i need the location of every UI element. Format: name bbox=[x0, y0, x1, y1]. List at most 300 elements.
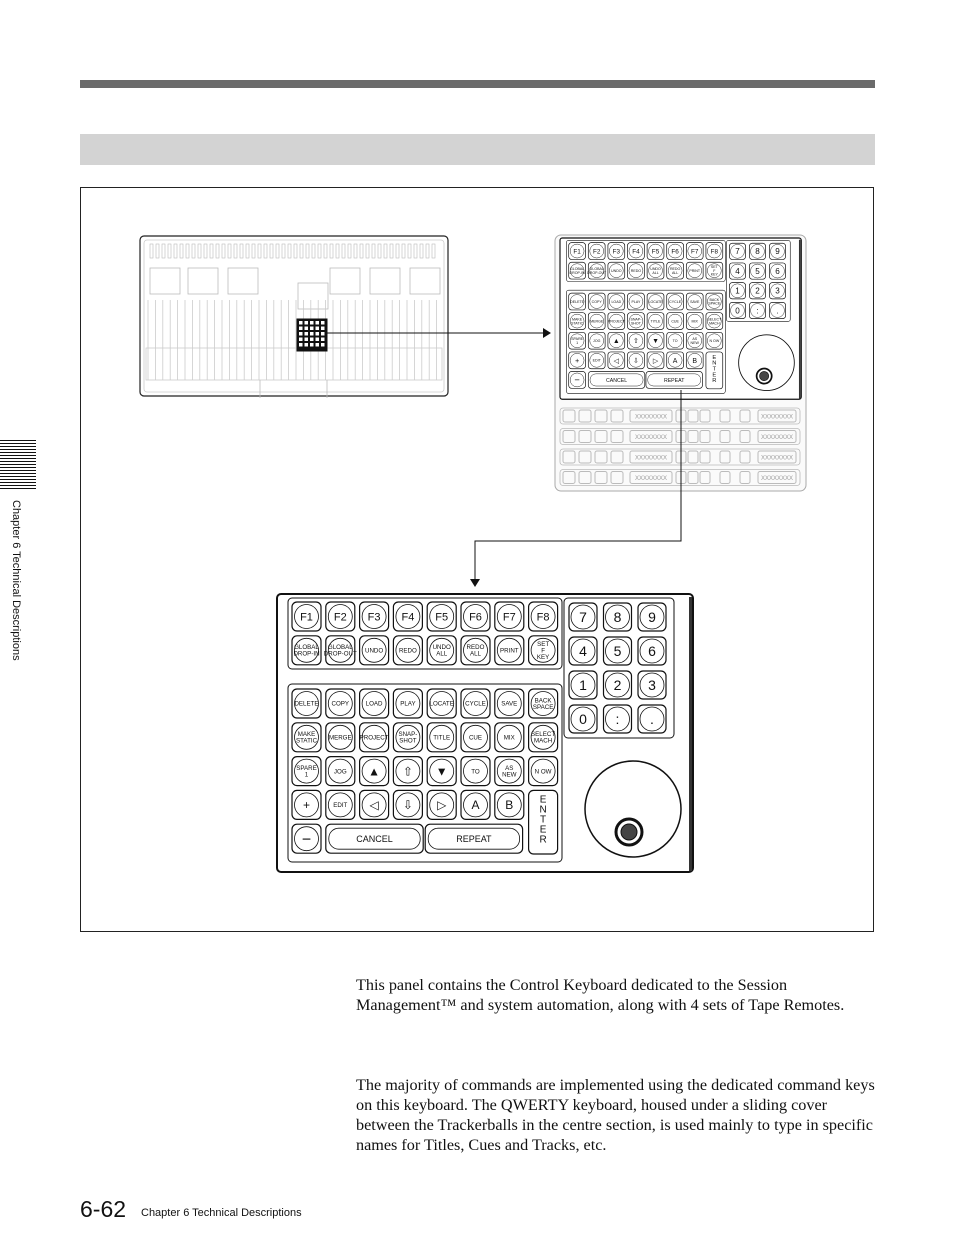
big-kb-key[interactable] bbox=[529, 723, 558, 752]
small-kb-numpad-label: 0 bbox=[735, 306, 740, 316]
big-kb-key-label: JOG bbox=[333, 768, 347, 776]
big-kb-key-label: ⇩ bbox=[402, 798, 413, 813]
small-kb-key[interactable] bbox=[608, 262, 625, 279]
small-kb-numpad-key[interactable] bbox=[749, 243, 765, 259]
big-kb-key[interactable] bbox=[495, 757, 524, 786]
small-kb-key[interactable] bbox=[686, 262, 703, 279]
big-kb-key[interactable] bbox=[529, 636, 558, 665]
console-highlight-key bbox=[316, 343, 320, 347]
console-highlight-key bbox=[305, 332, 309, 336]
small-kb-key-label: NEW bbox=[690, 340, 699, 345]
big-kb-key-label: TO bbox=[471, 768, 480, 776]
tape-remote-counter-text: XXXXXXXX bbox=[760, 414, 794, 421]
small-kb-enter-key[interactable] bbox=[706, 352, 723, 389]
big-kb-key[interactable] bbox=[292, 790, 321, 819]
big-kb-key-label: F3 bbox=[367, 611, 381, 624]
big-kb-key-label: ⇧ bbox=[402, 764, 413, 779]
big-kb-key-label: SPARE bbox=[296, 765, 317, 773]
big-kb-enter-key[interactable] bbox=[529, 790, 558, 854]
small-kb-key-label: ◁ bbox=[613, 357, 619, 365]
big-kb-numpad-label: 0 bbox=[579, 710, 587, 727]
console-highlight-key bbox=[321, 338, 325, 342]
big-kb-key[interactable] bbox=[427, 757, 456, 786]
big-kb-key[interactable] bbox=[427, 602, 456, 631]
big-kb-key-label: 1 bbox=[304, 771, 309, 779]
big-kb-key-label: SPACE bbox=[532, 703, 554, 711]
big-kb-key-label: CUE bbox=[468, 734, 483, 742]
small-kb-numpad-label: . bbox=[776, 306, 779, 316]
console-highlight-key bbox=[310, 321, 314, 325]
small-kb-key[interactable] bbox=[686, 243, 703, 260]
small-kb-key-label: DROP-OUT bbox=[587, 270, 607, 275]
big-kb-key-label: LOCATE bbox=[429, 700, 454, 708]
big-kb-key[interactable] bbox=[360, 602, 389, 631]
small-kb-enter-letter: E bbox=[712, 372, 717, 379]
big-kb-numpad-label: 8 bbox=[613, 608, 622, 625]
small-kb-key[interactable] bbox=[588, 313, 605, 330]
big-kb-key[interactable] bbox=[427, 723, 456, 752]
small-kb-key[interactable] bbox=[569, 293, 586, 310]
big-kb-key[interactable] bbox=[393, 689, 422, 718]
small-kb-key[interactable] bbox=[569, 262, 586, 279]
small-kb-key[interactable] bbox=[667, 313, 684, 330]
big-kb-key-label: EDIT bbox=[333, 802, 348, 810]
console-highlight-key bbox=[305, 343, 309, 347]
small-kb-key[interactable] bbox=[647, 243, 664, 260]
small-kb-key[interactable] bbox=[608, 332, 625, 349]
big-kb-cancel-label: CANCEL bbox=[356, 833, 393, 844]
small-kb-key-label: SAVE bbox=[690, 299, 700, 304]
console-outline bbox=[140, 236, 448, 396]
big-kb-key[interactable] bbox=[360, 689, 389, 718]
small-kb-key[interactable] bbox=[588, 243, 605, 260]
page-number: 6-62 bbox=[80, 1196, 127, 1222]
small-kb-key-label: ⇩ bbox=[633, 357, 639, 365]
small-kb-key[interactable] bbox=[628, 313, 645, 330]
big-kb-numpad-key[interactable] bbox=[638, 603, 666, 631]
small-kb-key-label: F7 bbox=[691, 248, 699, 256]
small-kb-key[interactable] bbox=[706, 262, 723, 279]
big-kb-key[interactable] bbox=[324, 636, 357, 665]
big-kb-key-label: SELECT bbox=[531, 731, 556, 739]
small-kb-key[interactable] bbox=[569, 352, 586, 369]
big-kb-numpad-key[interactable] bbox=[569, 603, 597, 631]
console-highlight-key bbox=[305, 338, 309, 342]
big-kb-numpad-key[interactable] bbox=[638, 637, 666, 665]
small-kb-key[interactable] bbox=[588, 352, 605, 369]
small-kb-numpad-label: 7 bbox=[735, 247, 740, 257]
big-kb-key[interactable] bbox=[292, 723, 321, 752]
big-kb-repeat-label: REPEAT bbox=[456, 833, 492, 844]
small-kb-key-label: 1 bbox=[576, 340, 579, 345]
big-kb-key-label: B bbox=[505, 798, 514, 813]
body-paragraph-1: This panel contains the Control Keyboard dedicated to the Session Management™ and system automation, along with 4 sets of Tape Remotes. bbox=[356, 976, 845, 1014]
small-kb-key[interactable] bbox=[628, 332, 645, 349]
big-kb-numpad-key[interactable] bbox=[638, 671, 666, 699]
big-kb-numpad-key[interactable] bbox=[569, 705, 597, 733]
small-kb-key[interactable] bbox=[647, 313, 664, 330]
small-kb-key[interactable] bbox=[588, 332, 605, 349]
small-kb-key-label: SELECT bbox=[707, 317, 722, 322]
small-kb-key[interactable] bbox=[647, 262, 664, 279]
big-kb-key-label: MIX bbox=[503, 734, 515, 742]
console-highlight-key bbox=[310, 332, 314, 336]
big-kb-key[interactable] bbox=[326, 602, 355, 631]
small-kb-key-label: N OW bbox=[709, 338, 720, 343]
big-kb-key-label: CYCLE bbox=[465, 700, 486, 708]
big-kb-key[interactable] bbox=[495, 723, 524, 752]
big-kb-key-label: GLOBAL bbox=[327, 644, 353, 652]
big-kb-key[interactable] bbox=[461, 723, 490, 752]
big-kb-key-label: + bbox=[302, 798, 311, 813]
small-kb-key[interactable] bbox=[686, 352, 703, 369]
console-highlight-key bbox=[316, 321, 320, 325]
small-kb-numpad-label: 2 bbox=[755, 286, 760, 296]
big-kb-key-label: ▼ bbox=[435, 764, 448, 779]
small-kb-key-label: F bbox=[713, 268, 716, 273]
small-kb-key-label: LOAD bbox=[611, 299, 622, 304]
small-kb-numpad-label: 9 bbox=[775, 247, 780, 257]
big-kb-key[interactable] bbox=[393, 602, 422, 631]
small-kb-key-label: SET bbox=[710, 265, 718, 270]
small-kb-numpad-key[interactable] bbox=[749, 283, 765, 299]
big-kb-jog-wheel[interactable] bbox=[585, 761, 681, 857]
big-kb-key-label: F4 bbox=[401, 611, 415, 624]
big-kb-key[interactable] bbox=[529, 757, 558, 786]
big-kb-key-label: BACK bbox=[534, 697, 552, 705]
big-kb-enter-letter: N bbox=[539, 804, 547, 816]
big-kb-key[interactable] bbox=[393, 790, 422, 819]
small-kb-key-label: + bbox=[575, 357, 580, 365]
small-kb-numpad-key[interactable] bbox=[749, 302, 765, 318]
small-kb-key-label: ⇧ bbox=[633, 338, 639, 346]
big-kb-key-label: DROP-IN bbox=[293, 650, 320, 658]
small-kb-enter-letter: T bbox=[712, 366, 717, 373]
small-kb-key[interactable] bbox=[667, 293, 684, 310]
large-keyboard-panel bbox=[277, 594, 693, 872]
small-kb-key-label: PRINT bbox=[689, 268, 701, 273]
big-kb-key[interactable] bbox=[461, 757, 490, 786]
small-kb-key[interactable] bbox=[587, 262, 607, 279]
small-kb-key[interactable] bbox=[569, 313, 586, 330]
small-kb-numpad-label: 1 bbox=[735, 286, 740, 296]
small-kb-key[interactable] bbox=[686, 332, 703, 349]
small-kb-key-label: REDO bbox=[669, 267, 681, 272]
console-highlight-key bbox=[299, 321, 303, 325]
small-kb-key[interactable] bbox=[628, 262, 645, 279]
small-kb-numpad-label: : bbox=[756, 306, 759, 316]
big-kb-key[interactable] bbox=[292, 636, 321, 665]
big-kb-numpad-label: 5 bbox=[613, 642, 622, 659]
small-kb-jog-wheel[interactable] bbox=[739, 335, 795, 391]
big-kb-key-label: SET bbox=[537, 640, 550, 648]
big-kb-enter-letter: R bbox=[539, 834, 547, 846]
big-kb-numpad-label: 6 bbox=[648, 642, 656, 659]
big-kb-key-label: PLAY bbox=[400, 700, 416, 708]
small-kb-key-label: ▼ bbox=[652, 338, 659, 346]
console-highlight-key bbox=[305, 327, 309, 331]
big-kb-minus-label: − bbox=[301, 831, 312, 849]
small-kb-key-label: ALL bbox=[652, 270, 659, 275]
console-highlight-key bbox=[310, 343, 314, 347]
big-kb-key-label: MACH bbox=[533, 737, 553, 745]
big-kb-key-label: ◁ bbox=[369, 798, 379, 813]
small-kb-key[interactable] bbox=[608, 243, 625, 260]
small-kb-key[interactable] bbox=[569, 243, 586, 260]
big-kb-key-label: F1 bbox=[300, 611, 313, 624]
tape-remote-display-text: XXXXXXXX bbox=[634, 414, 668, 421]
small-kb-key[interactable] bbox=[706, 293, 723, 310]
big-kb-key-label: TITLE bbox=[433, 734, 451, 742]
console-highlight-key bbox=[316, 338, 320, 342]
big-kb-key[interactable] bbox=[292, 689, 321, 718]
big-kb-key-label: REDO bbox=[398, 647, 417, 655]
small-kb-key[interactable] bbox=[667, 243, 684, 260]
big-kb-key[interactable] bbox=[326, 757, 355, 786]
small-kb-key-label: SNAP- bbox=[630, 317, 642, 322]
small-kb-key-label: F2 bbox=[592, 248, 601, 256]
small-kb-key[interactable] bbox=[588, 293, 605, 310]
big-kb-numpad-label: 2 bbox=[613, 676, 622, 693]
small-kb-numpad-label: 3 bbox=[775, 286, 780, 296]
small-kb-key-label: GLOBAL bbox=[569, 267, 585, 272]
small-kb-numpad-label: 8 bbox=[755, 247, 760, 257]
big-kb-key-label: LOAD bbox=[365, 700, 383, 708]
small-kb-enter-letter: R bbox=[712, 378, 717, 385]
big-kb-numpad-label: 1 bbox=[579, 676, 587, 693]
small-kb-key-label: MIX bbox=[691, 319, 698, 324]
big-kb-jog-knob-center bbox=[621, 824, 637, 840]
big-kb-enter-letter: E bbox=[539, 824, 547, 836]
small-kb-jog-knob-center bbox=[760, 371, 769, 380]
small-kb-key-label: F1 bbox=[573, 248, 581, 256]
console-highlight-key bbox=[299, 343, 303, 347]
small-kb-key-label: LOCATE bbox=[648, 299, 663, 304]
small-kb-key[interactable] bbox=[628, 243, 645, 260]
small-kb-key[interactable] bbox=[686, 293, 703, 310]
big-kb-numpad-label: 3 bbox=[648, 676, 656, 693]
small-kb-key-label: MACH bbox=[709, 321, 720, 326]
tape-remote-display-text: XXXXXXXX bbox=[634, 476, 668, 482]
big-kb-enter-letter: T bbox=[540, 814, 547, 826]
small-kb-key[interactable] bbox=[608, 352, 625, 369]
big-kb-key[interactable] bbox=[427, 790, 456, 819]
big-kb-key-label: ▲ bbox=[368, 764, 381, 779]
big-kb-numpad-key[interactable] bbox=[604, 671, 632, 699]
big-kb-key[interactable] bbox=[495, 790, 524, 819]
small-kb-repeat-key[interactable] bbox=[646, 372, 702, 389]
tape-remote-counter-text: XXXXXXXX bbox=[760, 455, 794, 462]
small-kb-key-label: PROJECT bbox=[607, 319, 625, 324]
big-kb-key[interactable] bbox=[326, 723, 355, 752]
big-kb-minus-key[interactable] bbox=[292, 824, 321, 853]
small-kb-key[interactable] bbox=[647, 293, 664, 310]
big-kb-key[interactable] bbox=[495, 602, 524, 631]
small-kb-key-label: B bbox=[692, 357, 698, 365]
small-kb-key-label: F5 bbox=[651, 248, 660, 256]
small-kb-key[interactable] bbox=[667, 332, 684, 349]
small-kb-key-label: KEY bbox=[710, 272, 718, 277]
console-highlight-key bbox=[321, 321, 325, 325]
small-kb-key[interactable] bbox=[706, 332, 723, 349]
small-kb-key[interactable] bbox=[647, 352, 664, 369]
big-kb-key[interactable] bbox=[393, 757, 422, 786]
big-kb-key-label: STATIC bbox=[295, 737, 318, 745]
small-kb-key-label: SHOT bbox=[630, 321, 641, 326]
small-kb-key[interactable] bbox=[608, 313, 626, 330]
small-kb-key-label: JOG bbox=[593, 338, 601, 343]
big-kb-key-label: F7 bbox=[502, 611, 516, 624]
big-kb-key[interactable] bbox=[461, 602, 490, 631]
big-kb-numpad-key[interactable] bbox=[569, 671, 597, 699]
small-kb-numpad-key[interactable] bbox=[729, 283, 745, 299]
small-kb-minus-key[interactable] bbox=[569, 372, 586, 389]
big-kb-numpad-label: 7 bbox=[579, 608, 587, 625]
small-kb-key-label: UNDO bbox=[650, 267, 661, 272]
small-kb-numpad-key[interactable] bbox=[729, 263, 745, 279]
big-kb-key[interactable] bbox=[360, 636, 389, 665]
big-kb-key-label: AS bbox=[505, 765, 514, 773]
big-kb-repeat-key[interactable] bbox=[425, 824, 522, 853]
small-kb-key[interactable] bbox=[706, 313, 723, 330]
small-kb-housing-shadow bbox=[799, 240, 801, 399]
small-kb-key-label: F4 bbox=[632, 248, 640, 256]
small-kb-key[interactable] bbox=[686, 313, 703, 330]
small-kb-key[interactable] bbox=[628, 293, 645, 310]
tape-remote-display-text: XXXXXXXX bbox=[634, 455, 668, 462]
big-kb-key-label: A bbox=[471, 798, 480, 813]
small-kb-key-label: STATIC bbox=[571, 321, 584, 326]
footer-chapter: Chapter 6 Technical Descriptions bbox=[141, 1207, 302, 1219]
small-kb-key-label: ALL bbox=[671, 270, 679, 275]
tape-remote-counter-text: XXXXXXXX bbox=[760, 476, 794, 482]
big-kb-key-label: F5 bbox=[435, 611, 449, 624]
small-kb-key-label: TO bbox=[672, 338, 678, 343]
big-kb-key-label: MERGE bbox=[328, 734, 352, 742]
console-highlight-key bbox=[310, 338, 314, 342]
small-kb-numpad-key[interactable] bbox=[769, 283, 785, 299]
small-kb-key-label: AS bbox=[692, 337, 698, 342]
big-kb-enter-letter: E bbox=[539, 794, 547, 806]
big-kb-key[interactable] bbox=[360, 790, 389, 819]
small-kb-numpad-key[interactable] bbox=[749, 263, 765, 279]
small-kb-numpad-key[interactable] bbox=[729, 302, 745, 318]
small-kb-numpad-key[interactable] bbox=[769, 302, 785, 318]
big-kb-key[interactable] bbox=[427, 636, 456, 665]
big-kb-key-label: SNAP- bbox=[398, 731, 418, 739]
small-kb-key-label: SPARE bbox=[571, 337, 584, 342]
big-kb-key[interactable] bbox=[326, 790, 355, 819]
console-highlight-key bbox=[316, 327, 320, 331]
small-kb-numpad-label: 4 bbox=[735, 266, 740, 276]
small-kb-cancel-key[interactable] bbox=[588, 372, 644, 389]
big-kb-key-label: N OW bbox=[534, 768, 552, 776]
small-kb-key[interactable] bbox=[628, 352, 645, 369]
big-kb-key[interactable] bbox=[427, 689, 456, 718]
big-kb-key[interactable] bbox=[326, 689, 355, 718]
big-kb-numpad-key[interactable] bbox=[638, 705, 666, 733]
big-kb-key[interactable] bbox=[393, 636, 422, 665]
small-kb-key-label: A bbox=[672, 357, 678, 365]
small-kb-key[interactable] bbox=[608, 293, 625, 310]
small-kb-key-label: F8 bbox=[710, 248, 719, 256]
body-paragraph-2: The majority of commands are implemented using the dedicated command keys on this keyboard. The QWERTY keyboard, housed under a sliding cover between the Trackerballs in the centre section, is used mainly to type in specific names for Titles, Cues and Tracks, etc. bbox=[356, 1076, 875, 1154]
big-kb-key-label: F bbox=[541, 647, 545, 655]
small-kb-numpad-label: 5 bbox=[755, 266, 760, 276]
big-kb-key[interactable] bbox=[461, 689, 490, 718]
big-kb-numpad-key[interactable] bbox=[604, 705, 632, 733]
big-kb-key-label: UNDO bbox=[432, 644, 451, 652]
small-kb-key-label: CUE bbox=[671, 319, 679, 324]
small-kb-key-label: COPY bbox=[591, 299, 602, 304]
small-kb-numpad-key[interactable] bbox=[729, 243, 745, 259]
big-kb-key[interactable] bbox=[461, 636, 490, 665]
big-kb-key[interactable] bbox=[495, 636, 524, 665]
big-kb-numpad-key[interactable] bbox=[604, 603, 632, 631]
tape-remote-display-text: XXXXXXXX bbox=[634, 435, 668, 441]
small-kb-key-label: MAKE bbox=[572, 317, 583, 322]
small-kb-key-label: MERGE bbox=[590, 319, 604, 324]
small-kb-key-label: DELETE bbox=[570, 299, 585, 304]
big-kb-key[interactable] bbox=[529, 689, 558, 718]
small-kb-key[interactable] bbox=[647, 332, 664, 349]
small-kb-numpad-key[interactable] bbox=[769, 243, 785, 259]
big-kb-key-label: ALL bbox=[436, 650, 448, 658]
big-kb-key[interactable] bbox=[461, 790, 490, 819]
console-highlight-key bbox=[321, 332, 325, 336]
small-kb-key-label: TITLE bbox=[650, 319, 661, 324]
console-highlight-key bbox=[321, 343, 325, 347]
small-kb-key-label: REDO bbox=[630, 268, 642, 273]
big-kb-key[interactable] bbox=[393, 723, 422, 752]
small-kb-key-label: ▷ bbox=[652, 357, 659, 365]
small-kb-key-label: F6 bbox=[671, 248, 679, 256]
big-kb-cancel-key[interactable] bbox=[326, 824, 423, 853]
small-kb-numpad-key[interactable] bbox=[769, 263, 785, 279]
small-kb-key[interactable] bbox=[667, 352, 684, 369]
big-kb-numpad-key[interactable] bbox=[604, 637, 632, 665]
console-highlight-key bbox=[299, 338, 303, 342]
small-kb-key-label: SPACE bbox=[708, 301, 721, 306]
small-kb-key[interactable] bbox=[569, 332, 586, 349]
small-kb-key-label: DROP-IN bbox=[569, 270, 585, 275]
big-kb-key-label: PROJECT bbox=[359, 734, 389, 742]
big-kb-key[interactable] bbox=[529, 602, 558, 631]
big-kb-key-label: SHOT bbox=[399, 737, 417, 745]
big-kb-key-label: ALL bbox=[469, 650, 482, 658]
big-kb-key-label: MAKE bbox=[297, 731, 316, 739]
big-kb-key-label: KEY bbox=[536, 653, 550, 661]
big-kb-key[interactable] bbox=[292, 757, 321, 786]
small-kb-key[interactable] bbox=[667, 262, 684, 279]
big-kb-key[interactable] bbox=[292, 602, 321, 631]
small-kb-key[interactable] bbox=[706, 243, 723, 260]
big-kb-key-label: REDO bbox=[466, 644, 485, 652]
big-kb-key[interactable] bbox=[495, 689, 524, 718]
small-kb-key-label: UNDO bbox=[611, 268, 622, 273]
console-highlight-key bbox=[299, 332, 303, 336]
big-kb-key[interactable] bbox=[360, 757, 389, 786]
small-kb-key-label: CYCLE bbox=[669, 299, 682, 304]
small-kb-key-label: F3 bbox=[612, 248, 621, 256]
big-kb-numpad-label: . bbox=[650, 710, 654, 727]
console-overview bbox=[140, 236, 448, 398]
big-kb-numpad-label: 4 bbox=[579, 642, 587, 659]
big-kb-key[interactable] bbox=[360, 723, 389, 752]
console-highlight-key bbox=[310, 327, 314, 331]
big-kb-key-label: GLOBAL bbox=[294, 644, 319, 652]
big-kb-numpad-key[interactable] bbox=[569, 637, 597, 665]
